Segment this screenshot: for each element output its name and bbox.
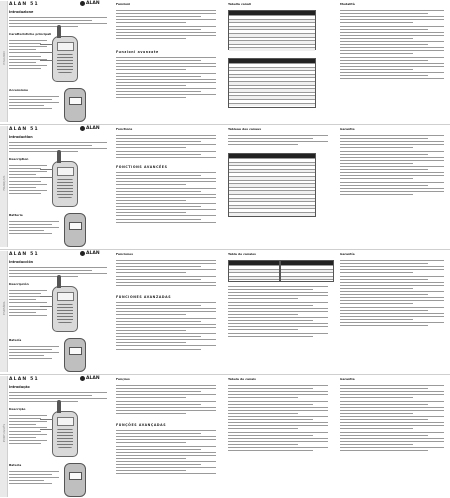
features-list [9, 163, 47, 196]
modes-heading: Modalità [340, 2, 355, 6]
radio-front-illustration [52, 286, 78, 332]
panel-functions [112, 375, 224, 498]
section-title: Introducción [9, 260, 34, 264]
advanced-functions-heading: FUNÇÕES AVANÇADAS [116, 423, 167, 427]
language-band: ITALIANO [0, 1, 8, 122]
callout-line [40, 169, 53, 170]
features-list [9, 288, 47, 318]
section-title: Introduction [9, 135, 33, 139]
footer-text [9, 469, 59, 487]
manual-sheet-3 [0, 250, 450, 373]
callout-line [40, 429, 53, 430]
warranty-heading: Garantía [340, 252, 355, 256]
language-band: PORTUGUÊS [0, 376, 8, 497]
radio-front-illustration [52, 411, 78, 457]
radio-display-illustration [64, 338, 86, 372]
footer-text [9, 94, 59, 112]
channels-heading: Tableau des canaux [228, 127, 262, 131]
model-title: ALAN 51 [9, 2, 39, 7]
features-heading: Caratteristiche principali [9, 32, 52, 36]
radio-front-illustration [52, 161, 78, 207]
functions-heading: Fonctions [116, 127, 133, 131]
footer-text [9, 219, 59, 237]
warranty-text [340, 258, 444, 328]
callout-line [40, 60, 53, 61]
footer-heading: Bateria [9, 463, 22, 467]
brand-logo: ALAN [80, 251, 100, 256]
model-title: ALAN 51 [9, 252, 39, 257]
channel-table [228, 10, 316, 50]
functions-heading: Funciones [116, 252, 133, 256]
advanced-text [116, 170, 216, 225]
panel-cover [0, 250, 112, 373]
channels-text [228, 284, 328, 339]
advanced-functions-heading: FUNCIONES AVANZADAS [116, 295, 172, 299]
advanced-functions-heading: Funzioni avanzate [116, 50, 159, 54]
model-title: ALAN 51 [9, 377, 39, 382]
brand-logo: ALAN [80, 126, 100, 131]
callout-line [40, 296, 53, 297]
panel-functions [112, 0, 224, 123]
callout-line [40, 52, 53, 53]
radio-display-illustration [64, 213, 86, 247]
advanced-text [116, 55, 216, 100]
advanced-text [116, 428, 216, 477]
functions-heading: Funzioni [116, 2, 131, 6]
alan-logo-icon [80, 376, 85, 381]
functions-text [116, 258, 216, 288]
advanced-text [116, 300, 216, 352]
channel-table [228, 153, 316, 217]
warranty-heading: Garantie [340, 127, 355, 131]
warranty-text [340, 383, 444, 453]
panel-warranty [336, 375, 450, 498]
panel-functions [112, 125, 224, 248]
panel-cover [0, 125, 112, 248]
callout-line [40, 306, 53, 307]
footer-heading: Batería [9, 338, 22, 342]
warranty-text [340, 133, 444, 197]
callout-line [40, 419, 53, 420]
panel-warranty [336, 125, 450, 248]
radio-front-illustration [52, 36, 78, 82]
description-heading: Description [9, 157, 29, 161]
section-title: Introduzione [9, 10, 34, 14]
alan-logo-icon [80, 126, 85, 131]
advanced-functions-heading: FONCTIONS AVANCÉES [116, 165, 168, 169]
panel-channels [224, 250, 336, 373]
panel-functions [112, 250, 224, 373]
channels-heading: Tabla de canales [228, 252, 256, 256]
functions-text [116, 133, 216, 160]
functions-text [116, 8, 216, 41]
channels-heading: Tabella canali [228, 2, 252, 6]
brand-logo: ALAN [80, 376, 100, 381]
model-title: ALAN 51 [9, 127, 39, 132]
manual-sheet-4 [0, 375, 450, 498]
manual-sheet-1 [0, 0, 450, 123]
channel-table [228, 58, 316, 108]
radio-display-illustration [64, 88, 86, 122]
channels-heading: Tabela de canais [228, 377, 256, 381]
callout-line [40, 177, 53, 178]
panel-cover [0, 375, 112, 498]
modes-text [340, 8, 444, 81]
alan-logo-icon [80, 1, 85, 6]
section-title: Introdução [9, 385, 30, 389]
panel-channels [224, 375, 336, 498]
panel-warranty [336, 250, 450, 373]
radio-display-illustration [64, 463, 86, 497]
channel-table [280, 260, 334, 282]
functions-heading: Funções [116, 377, 130, 381]
channels-text [228, 133, 328, 147]
channel-table [228, 260, 280, 282]
functions-text [116, 383, 216, 416]
warranty-heading: Garantia [340, 377, 355, 381]
footer-heading: Accensione [9, 88, 29, 92]
panel-channels [224, 125, 336, 248]
language-band: FRANÇAIS [0, 126, 8, 247]
footer-text [9, 344, 59, 362]
description-heading: Descrição [9, 407, 26, 411]
description-heading: Descripción [9, 282, 29, 286]
callout-line [40, 44, 53, 45]
alan-logo-icon [80, 251, 85, 256]
panel-channels [224, 0, 336, 123]
brand-logo: ALAN [80, 1, 100, 6]
panel-cover [0, 0, 112, 123]
channels-text [228, 383, 328, 453]
footer-heading: Batterie [9, 213, 23, 217]
panel-modes [336, 0, 450, 123]
manual-sheet-2 [0, 125, 450, 248]
language-band: ESPAÑOL [0, 251, 8, 372]
features-list [9, 38, 47, 71]
